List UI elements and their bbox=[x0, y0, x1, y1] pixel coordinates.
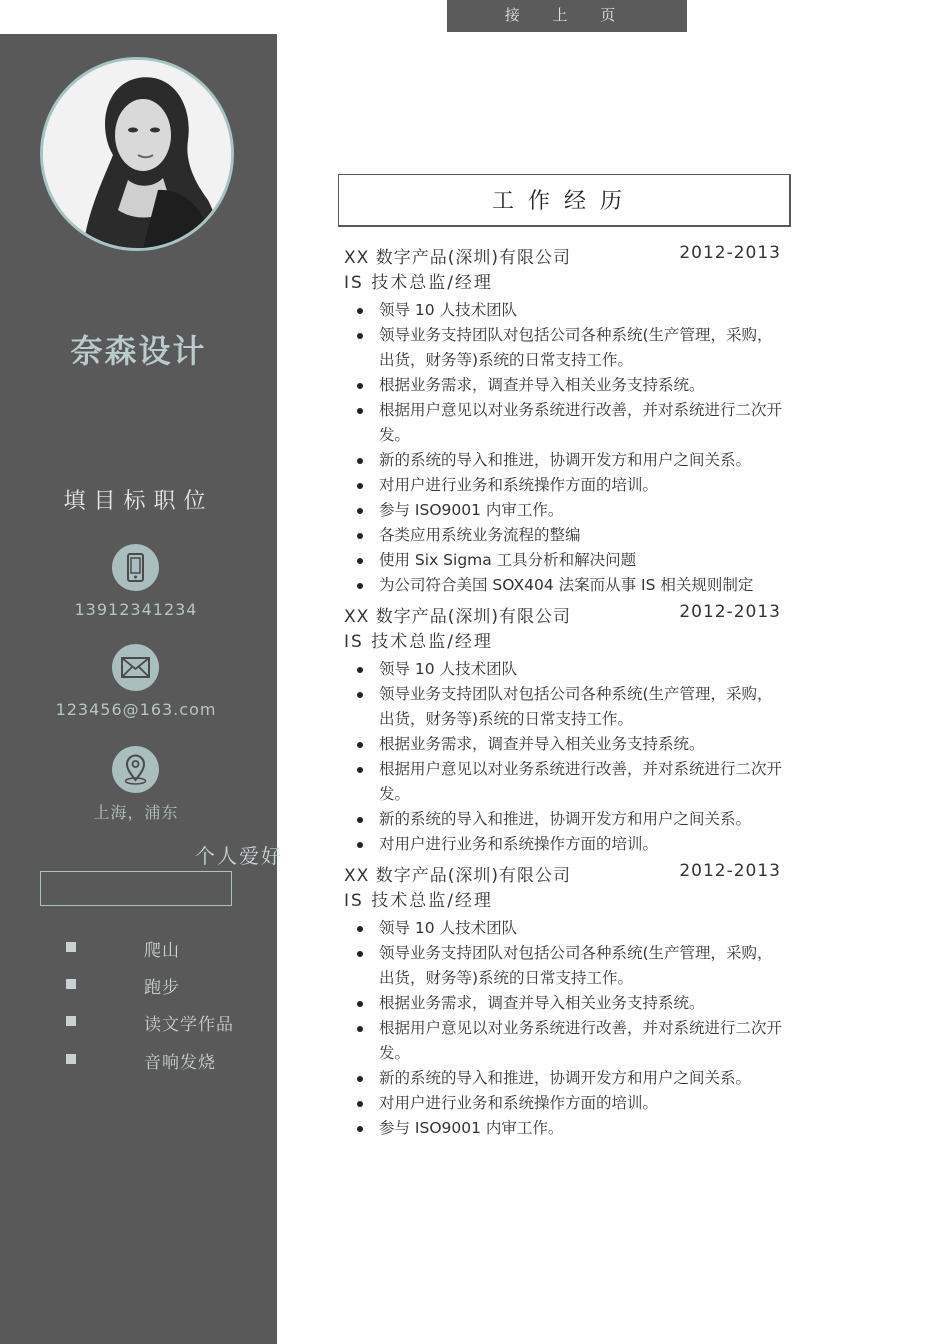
list-item: 根据用户意见以对业务系统进行改善，并对系统进行二次开发。 bbox=[344, 398, 783, 448]
list-item: 各类应用系统业务流程的整编 bbox=[344, 523, 783, 548]
list-item: 参与 ISO9001 内审工作。 bbox=[344, 498, 783, 523]
job-entry bbox=[344, 602, 784, 857]
location-pin-icon bbox=[112, 746, 159, 793]
list-item: 对用户进行业务和系统操作方面的培训。 bbox=[344, 832, 783, 857]
hobbies-title: 个人爱好 bbox=[195, 844, 283, 868]
list-item: 使用 Six Sigma 工具分析和解决问题 bbox=[344, 548, 783, 573]
company-name: XX 数字产品(深圳)有限公司 bbox=[344, 607, 571, 627]
duties-list bbox=[344, 916, 784, 1141]
avatar bbox=[40, 57, 234, 251]
list-item: 新的系统的导入和推进，协调开发方和用户之间关系。 bbox=[344, 1066, 783, 1091]
list-item: 根据用户意见以对业务系统进行改善，并对系统进行二次开发。 bbox=[344, 1016, 783, 1066]
list-item: 对用户进行业务和系统操作方面的培训。 bbox=[344, 1091, 783, 1116]
hobbies-title-box bbox=[40, 871, 232, 906]
list-item: 领导业务支持团队对包括公司各种系统(生产管理，采购，出货，财务等)系统的日常支持工作。 bbox=[344, 323, 783, 373]
company-name: XX 数字产品(深圳)有限公司 bbox=[344, 866, 571, 886]
list-item: 对用户进行业务和系统操作方面的培训。 bbox=[344, 473, 783, 498]
company-name: XX 数字产品(深圳)有限公司 bbox=[344, 248, 571, 268]
list-item: 新的系统的导入和推进，协调开发方和用户之间关系。 bbox=[344, 807, 783, 832]
sidebar: 奈森设计 填目标职位 13912341234 123456@163.com 上海，浦东 爬山 跑步 读文学作品 音响发烧 bbox=[0, 34, 277, 1344]
phone-number: 13912341234 bbox=[74, 600, 198, 619]
square-bullet-icon bbox=[66, 1054, 76, 1064]
square-bullet-icon bbox=[66, 942, 76, 952]
email-address: 123456@163.com bbox=[55, 700, 217, 719]
job-title: IS 技术总监/经理 bbox=[344, 632, 493, 652]
square-bullet-icon bbox=[66, 979, 76, 989]
list-item: 根据业务需求，调查并导入相关业务支持系统。 bbox=[344, 991, 783, 1016]
job-entry bbox=[344, 861, 784, 1141]
list-item: 领导业务支持团队对包括公司各种系统(生产管理，采购，出货，财务等)系统的日常支持工作。 bbox=[344, 941, 783, 991]
list-item: 根据业务需求，调查并导入相关业务支持系统。 bbox=[344, 732, 783, 757]
target-position: 填目标职位 bbox=[63, 489, 214, 514]
continued-page-tab: 接 上 页 bbox=[447, 0, 687, 32]
list-item: 领导 10 人技术团队 bbox=[344, 916, 783, 941]
job-title: IS 技术总监/经理 bbox=[344, 273, 493, 293]
job-title: IS 技术总监/经理 bbox=[344, 891, 493, 911]
square-bullet-icon bbox=[66, 1016, 76, 1026]
duties-list bbox=[344, 298, 784, 598]
list-item: 新的系统的导入和推进，协调开发方和用户之间关系。 bbox=[344, 448, 783, 473]
list-item: 领导业务支持团队对包括公司各种系统(生产管理，采购，出货，财务等)系统的日常支持工作。 bbox=[344, 682, 783, 732]
list-item: 领导 10 人技术团队 bbox=[344, 298, 783, 323]
mail-icon bbox=[112, 644, 159, 691]
job-entry bbox=[344, 243, 784, 598]
phone-icon bbox=[112, 544, 159, 591]
list-item: 根据用户意见以对业务系统进行改善，并对系统进行二次开发。 bbox=[344, 757, 783, 807]
job-years: 2012-2013 bbox=[679, 602, 781, 622]
job-years: 2012-2013 bbox=[679, 243, 781, 263]
list-item: 为公司符合美国 SOX404 法案而从事 IS 相关规则制定 bbox=[344, 573, 783, 598]
location-text: 上海，浦东 bbox=[93, 803, 179, 822]
duties-list bbox=[344, 657, 784, 857]
list-item: 根据业务需求，调查并导入相关业务支持系统。 bbox=[344, 373, 783, 398]
job-years: 2012-2013 bbox=[679, 861, 781, 881]
list-item: 参与 ISO9001 内审工作。 bbox=[344, 1116, 783, 1141]
list-item: 领导 10 人技术团队 bbox=[344, 657, 783, 682]
work-experience-title: 工作经历 bbox=[338, 174, 791, 227]
person-name: 奈森设计 bbox=[70, 332, 207, 370]
